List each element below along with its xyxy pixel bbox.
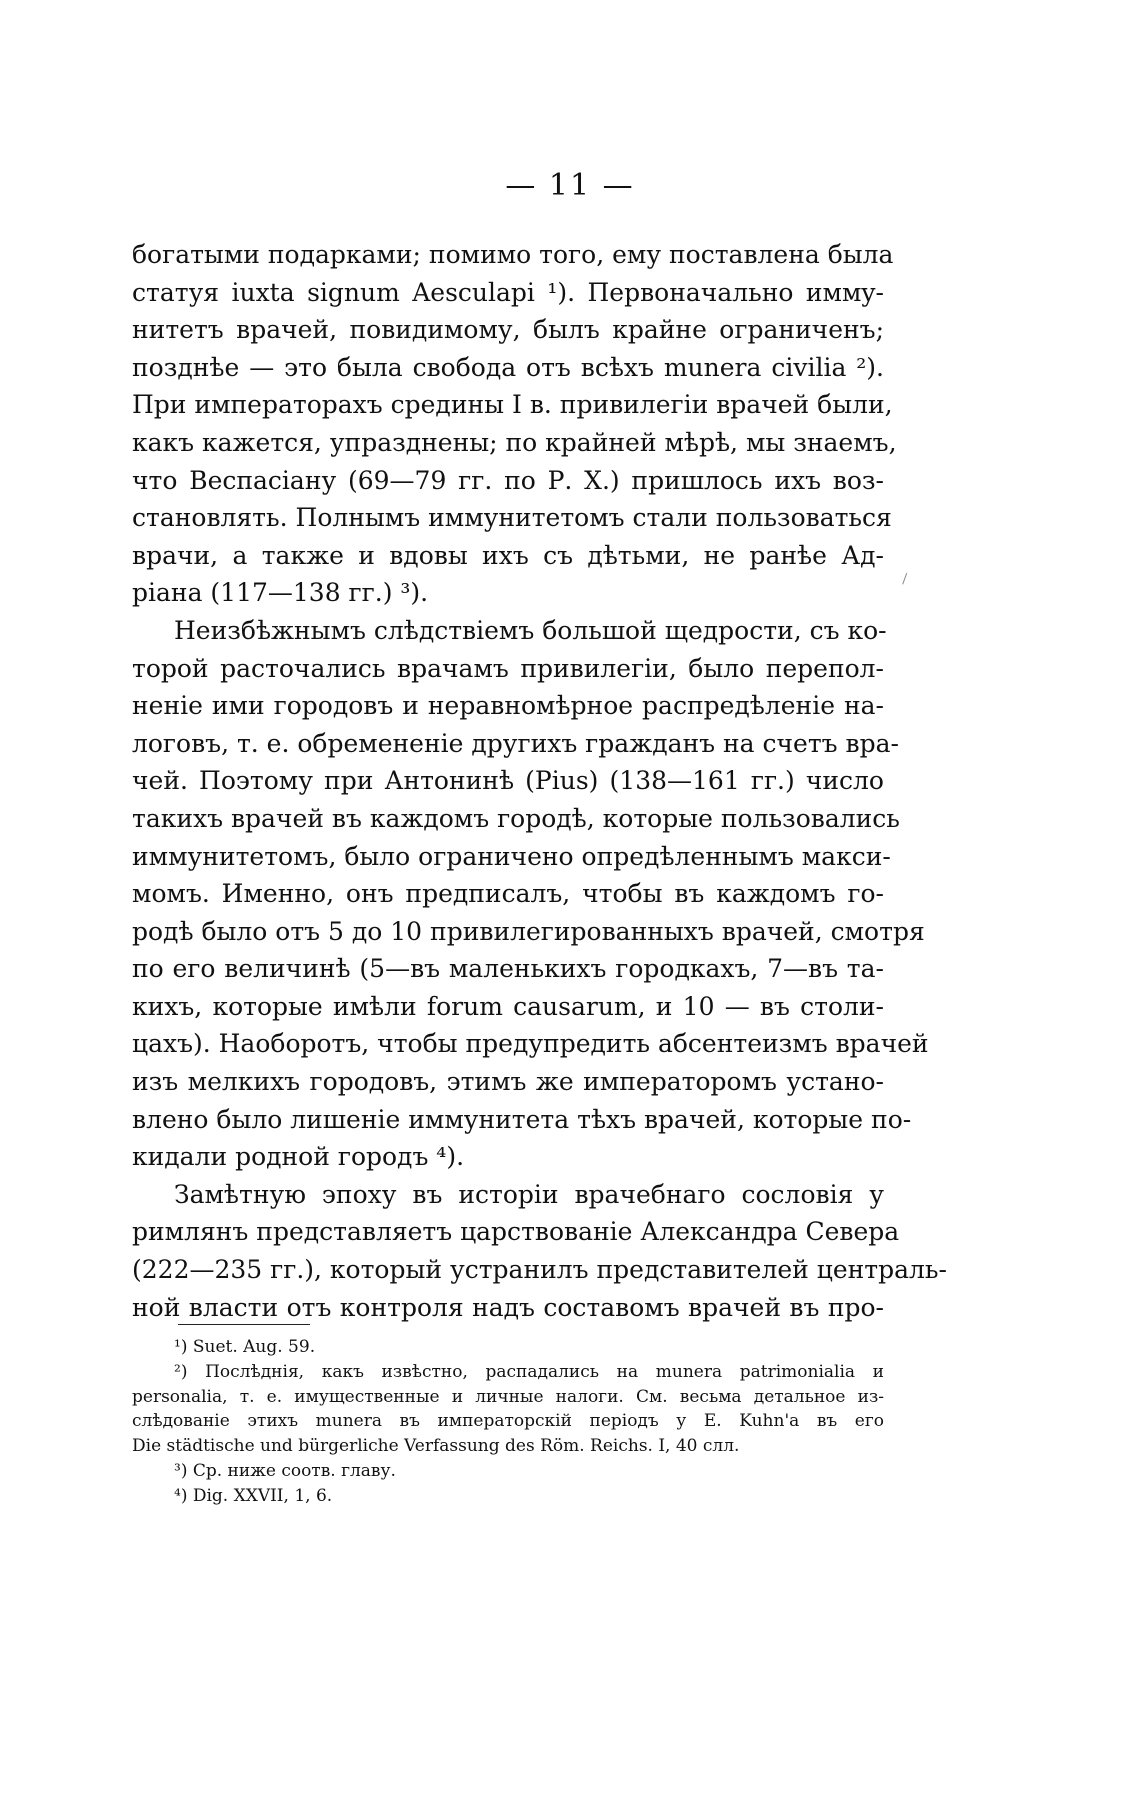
text-line: что Веспасіану (69—79 гг. по Р. Х.) пришлось ихъ воз- [132,465,884,495]
text-line: изъ мелкихъ городовъ, этимъ же императоромъ устано- [132,1067,884,1097]
footnote-line: ¹) Suet. Aug. 59. [174,1337,316,1357]
footnote-line: ³) Ср. ниже соотв. главу. [174,1460,396,1481]
text-line: ной власти отъ контроля надъ составомъ врачей въ про- [132,1292,884,1322]
text-line: становлять. Полнымъ иммунитетомъ стали пользоваться [132,503,892,533]
text-line: ріана (117—138 гг.) ³). [132,578,429,608]
text-line: цахъ). Наоборотъ, чтобы предупредить абсентеизмъ врачей [132,1029,929,1059]
page-number: — 11 — [505,168,635,203]
text-line: кидали родной городъ ⁴). [132,1142,465,1172]
text-line: родѣ было отъ 5 до 10 привилегированныхъ врачей, смотря [132,916,925,946]
text-line: кихъ, которые имѣли forum causarum, и 10 — въ столи- [132,991,884,1021]
text-line: нитетъ врачей, повидимому, былъ крайне ограниченъ; [132,315,884,345]
footnote-line: Die städtische und bürgerliche Verfassung des Röm. Reichs. I, 40 слл. [132,1436,740,1457]
text-line: такихъ врачей въ каждомъ городѣ, которые пользовались [132,803,900,833]
footnote-rule [178,1324,310,1325]
body-text [132,236,947,1326]
text-line: по его величинѣ (5—въ маленькихъ городкахъ, 7—въ та- [132,954,884,984]
margin-mark [902,573,915,587]
text-line: врачи, а также и вдовы ихъ съ дѣтьми, не ранѣе Ад- [132,540,884,570]
text-line: Неизбѣжнымъ слѣдствіемъ большой щедрости, съ ко- [174,615,887,645]
text-line: неніе ими городовъ и неравномѣрное распредѣленіе на- [132,691,884,721]
footnote-line: ²) Послѣднія, какъ извѣстно, распадались на munera patrimonialia и [174,1361,884,1382]
text-line: чей. Поэтому при Антонинѣ (Pius) (138—161 гг.) число [132,766,884,796]
footnote-line: personalia, т. е. имущественные и личные налоги. См. весьма детальное из- [132,1386,884,1407]
text-line: богатыми подарками; помимо того, ему поставлена была [132,240,894,269]
text-line: Замѣтную эпоху въ исторіи врачебнаго сословія у [174,1179,884,1209]
text-line: При императорахъ средины I в. привилегіи врачей были, [132,390,893,420]
text-line: (222—235 гг.), который устранилъ представителей централь- [132,1255,947,1285]
text-line: римлянъ представляетъ царствованіе Александра Севера [132,1217,900,1247]
text-line: логовъ, т. е. обремененіе другихъ гражданъ на счетъ вра- [132,728,899,758]
text-line: момъ. Именно, онъ предписалъ, чтобы въ каждомъ го- [132,879,884,909]
text-line: какъ кажется, упразднены; по крайней мѣрѣ, мы знаемъ, [132,427,897,457]
footnote-line: слѣдованіе этихъ munera въ императорскій періодъ у E. Kuhn'a въ его [132,1411,884,1432]
text-line: влено было лишеніе иммунитета тѣхъ врачей, которые по- [132,1104,912,1134]
footnote-line: ⁴) Dig. XXVII, 1, 6. [174,1485,333,1506]
footnotes [132,1335,884,1509]
text-line: иммунитетомъ, было ограничено опредѣленнымъ макси- [132,841,891,871]
text-line: торой расточались врачамъ привилегіи, было перепол- [132,653,884,683]
text-line: позднѣе — это была свобода отъ всѣхъ munera civilia ²). [132,352,884,382]
text-line: статуя iuxta signum Aesculapi ¹). Первоначально иммy- [132,277,884,307]
